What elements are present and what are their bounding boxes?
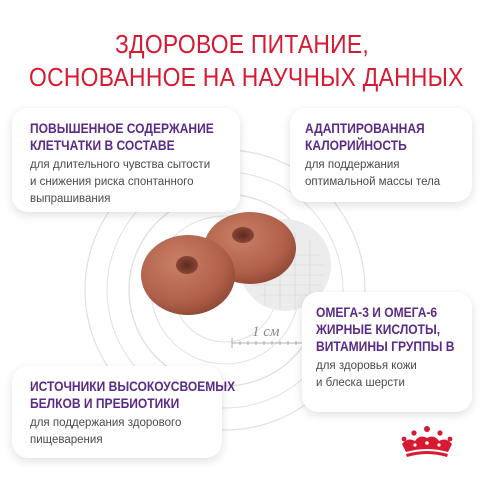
card-heading-line: БЕЛКОВ И ПРЕБИОТИКИ: [30, 395, 180, 411]
card-heading-line: КЛЕТЧАТКИ В СОСТАВЕ: [30, 137, 175, 153]
card-description-line: для поддержания: [305, 159, 400, 171]
card-heading-line: АДАПТИРОВАННАЯ: [305, 120, 425, 136]
card-description-line: пищеварения: [30, 434, 103, 446]
benefit-card-calorie: [290, 108, 472, 202]
card-heading-line: ПОВЫШЕННОЕ СОДЕРЖАНИЕ: [30, 120, 214, 136]
benefit-card-omega: [302, 292, 472, 412]
card-description-line: для поддержания здорового: [30, 417, 182, 429]
page-title: [29, 28, 464, 94]
benefit-card-fiber: [12, 108, 240, 212]
card-heading: [30, 378, 236, 412]
card-description-line: оптимальной массы тела: [305, 176, 441, 188]
card-description-line: для здоровья кожи: [316, 360, 417, 372]
kibble-front: [141, 235, 235, 315]
card-heading: [316, 304, 455, 355]
royal-crown-icon: [398, 424, 456, 460]
title-line-1: ЗДОРОВОЕ ПИТАНИЕ,: [114, 29, 370, 59]
card-description: [30, 415, 222, 449]
card-heading-line: ВИТАМИНЫ ГРУППЫ В: [316, 338, 455, 354]
title-line-2: ОСНОВАННОЕ НА НАУЧНЫХ ДАННЫХ: [29, 62, 464, 92]
benefit-card-protein: [12, 366, 236, 458]
card-heading-line: ОМЕГА-3 И ОМЕГА-6: [316, 304, 438, 320]
card-description-line: выпрашивания: [30, 193, 111, 205]
scale-label: 1 см: [252, 324, 280, 340]
card-heading: [305, 120, 449, 154]
card-description-line: и блеска шерсти: [316, 377, 405, 389]
card-heading-line: КАЛОРИЙНОСТЬ: [305, 137, 407, 153]
card-heading-line: ИСТОЧНИКИ ВЫСОКОУСВОЕМЫХ: [30, 378, 236, 394]
card-heading: [30, 120, 214, 154]
card-description: [316, 358, 472, 392]
card-description-line: и снижения риска спонтанного: [30, 176, 194, 188]
card-description-line: для длительного чувства сытости: [30, 159, 211, 171]
card-description: [305, 157, 472, 191]
card-heading-line: ЖИРНЫЕ КИСЛОТЫ,: [316, 321, 441, 337]
card-description: [30, 157, 240, 208]
